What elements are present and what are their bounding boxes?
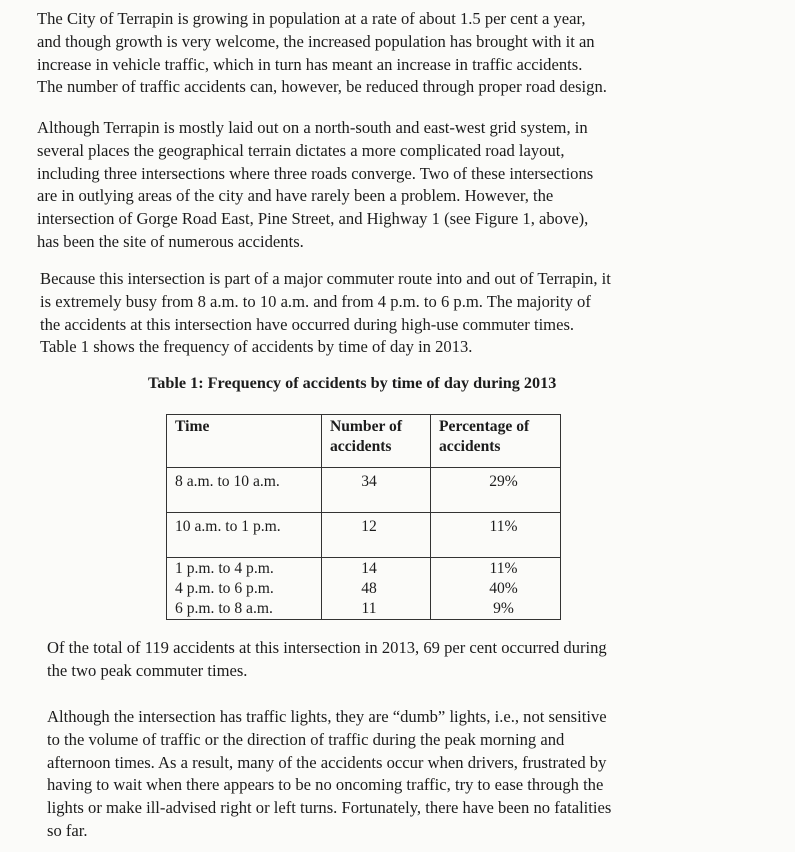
percentage-value: 40%: [489, 580, 518, 597]
text-line: afternoon times. As a result, many of the accidents occur when drivers, frustrated by: [47, 752, 607, 772]
number-value: 14: [361, 560, 377, 577]
text-line: including three intersections where three roads converge. Two of these intersections: [37, 163, 594, 183]
text-line: so far.: [47, 820, 88, 840]
text-line: and though growth is very welcome, the increased population has brought with it an: [37, 31, 595, 51]
time-value: 1 p.m. to 4 p.m.: [175, 560, 274, 577]
time-value: 4 p.m. to 6 p.m.: [175, 580, 274, 597]
header-percentage: Percentage of accidents: [431, 415, 561, 468]
cell-percentage: [431, 468, 561, 513]
paragraph-traffic-lights: [47, 706, 611, 843]
number-value: 34: [361, 473, 377, 490]
text-line: is extremely busy from 8 a.m. to 10 a.m. and from 4 p.m. to 6 p.m. The majority of: [40, 291, 591, 311]
time-value: 8 a.m. to 10 a.m.: [175, 473, 280, 490]
table-row: [167, 468, 561, 513]
text-line: has been the site of numerous accidents.: [37, 231, 304, 251]
percentage-value: 9%: [493, 600, 514, 617]
text-line: increase in vehicle traffic, which in turn has meant an increase in traffic accidents.: [37, 54, 583, 74]
text-line: intersection of Gorge Road East, Pine Street, and Highway 1 (see Figure 1, above),: [37, 209, 589, 229]
percentage-value: 11%: [489, 560, 518, 577]
cell-time: [167, 513, 322, 558]
text-line: are in outlying areas of the city and have rarely been a problem. However, the: [37, 186, 554, 206]
cell-number: [322, 468, 431, 513]
paragraph-intro: [37, 8, 607, 99]
text-line: Table 1 shows the frequency of accidents by time of day in 2013.: [40, 337, 473, 357]
number-value: 11: [361, 600, 377, 617]
text-line: Although Terrapin is mostly laid out on a north-south and east-west grid system, in: [37, 118, 588, 137]
text-line: the accidents at this intersection have occurred during high-use commuter times.: [40, 314, 575, 334]
percentage-value: 29%: [489, 473, 518, 490]
cell-time: [167, 558, 322, 620]
cell-number: [322, 513, 431, 558]
paragraph-commuter: [40, 268, 611, 359]
accident-frequency-table: [166, 414, 561, 620]
percentage-value: 11%: [489, 518, 518, 535]
text-line: the two peak commuter times.: [47, 660, 248, 680]
cell-time: [167, 468, 322, 513]
text-line: lights or make ill-advised right or left turns. Fortunately, there have been no fatalities: [47, 798, 612, 818]
text-line: Although the intersection has traffic lights, they are “dumb” lights, i.e., not sensitive: [47, 707, 607, 726]
text-line: The number of traffic accidents can, however, be reduced through proper road design.: [37, 77, 607, 97]
header-time: Time: [167, 415, 322, 468]
cell-percentage: [431, 558, 561, 620]
text-line: Because this intersection is part of a major commuter route into and out of Terrapin, it: [40, 269, 611, 288]
text-line: to the volume of traffic or the direction of traffic during the peak morning and: [47, 729, 565, 749]
cell-number: [322, 558, 431, 620]
time-value: 10 a.m. to 1 p.m.: [175, 518, 281, 535]
text-line: several places the geographical terrain dictates a more complicated road layout,: [37, 140, 565, 160]
text-line: having to wait when there appears to be no oncoming traffic, try to ease through the: [47, 775, 604, 795]
table-row: [167, 513, 561, 558]
table-header-row: [167, 415, 561, 468]
paragraph-layout: [37, 117, 593, 254]
number-value: 12: [361, 518, 377, 535]
time-value: 6 p.m. to 8 a.m.: [175, 600, 273, 617]
number-value: 48: [361, 580, 377, 597]
text-line: The City of Terrapin is growing in population at a rate of about 1.5 per cent a year,: [37, 9, 586, 28]
cell-percentage: [431, 513, 561, 558]
paragraph-total: [47, 637, 607, 683]
text-line: Of the total of 119 accidents at this intersection in 2013, 69 per cent occurred during: [47, 638, 607, 657]
table-caption: Table 1: Frequency of accidents by time of day during 2013: [148, 374, 557, 392]
header-number: Number of accidents: [322, 415, 431, 468]
table-row-group: [167, 558, 561, 620]
